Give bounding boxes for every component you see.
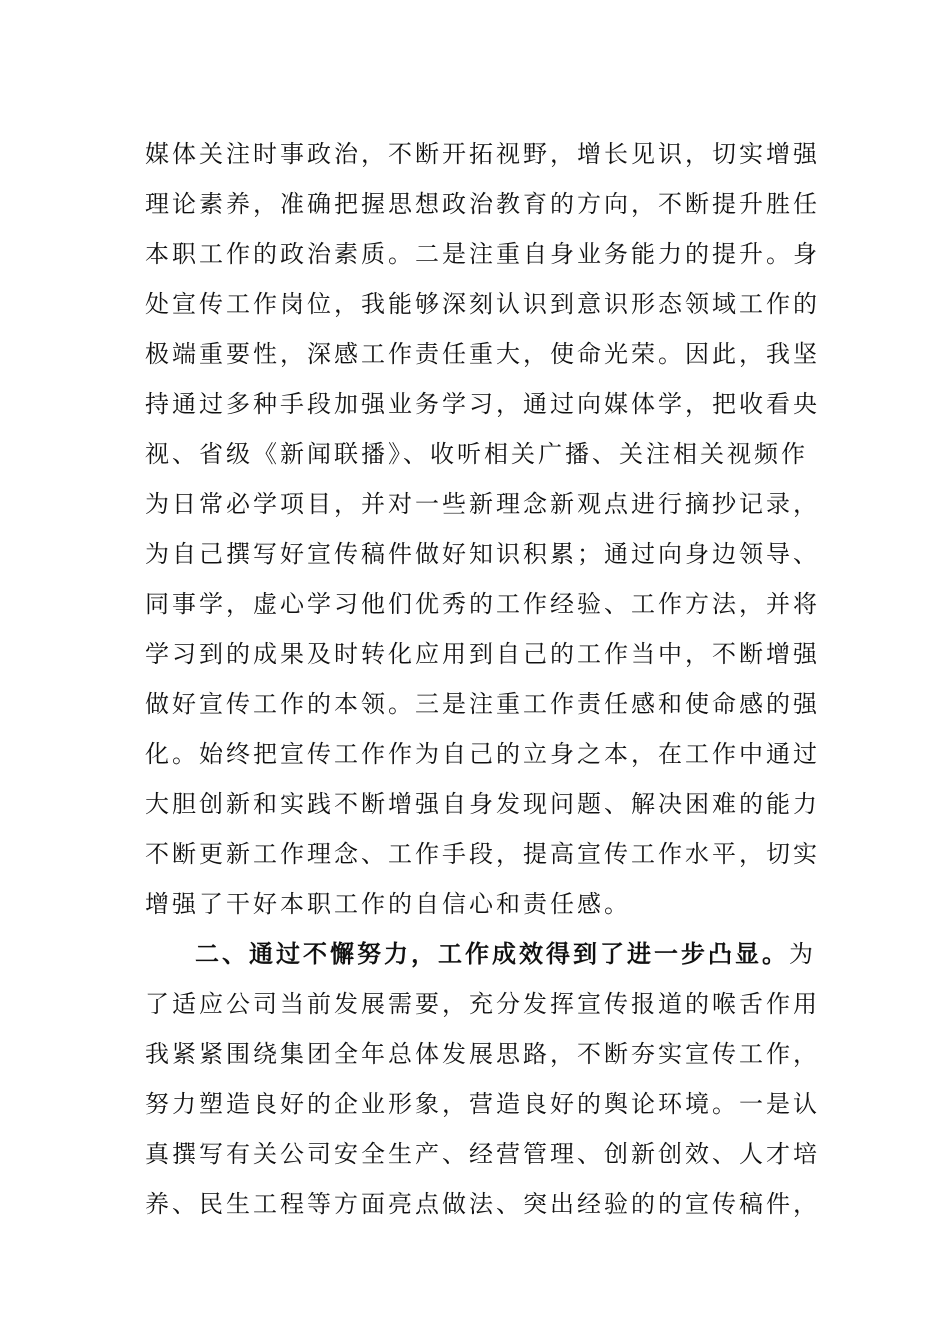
section-heading-line (145, 929, 816, 979)
text-line: 视、省级《新闻联播》、收听相关广播、关注相关视频作 (145, 440, 808, 468)
text-line: 媒体关注时事政治，不断开拓视野，增长见识，切实增强 (145, 140, 820, 168)
text-line: 做好宣传工作的本领。三是注重工作责任感和使命感的强 (145, 690, 820, 718)
text-line: 极端重要性，深感工作责任重大，使命光荣。因此，我坚 (145, 340, 820, 368)
text-line: 同事学，虚心学习他们优秀的工作经验、工作方法，并将 (145, 590, 820, 618)
text-line: 了适应公司当前发展需要，充分发挥宣传报道的喉舌作用 (145, 990, 820, 1018)
section-heading-tail: 为 (789, 940, 816, 968)
text-line: 真撰写有关公司安全生产、经营管理、创新创效、人才培 (145, 1140, 820, 1168)
text-line: 学习到的成果及时转化应用到自己的工作当中，不断增强 (145, 640, 820, 668)
text-line: 化。始终把宣传工作作为自己的立身之本，在工作中通过 (145, 740, 820, 768)
section-heading: 二、通过不懈努力，工作成效得到了进一步凸显。 (195, 939, 789, 968)
body-text (145, 129, 820, 1229)
text-line: 处宣传工作岗位，我能够深刻认识到意识形态领域工作的 (145, 290, 820, 318)
text-line: 增强了干好本职工作的自信心和责任感。 (145, 890, 631, 918)
text-line: 我紧紧围绕集团全年总体发展思路，不断夯实宣传工作， (145, 1040, 820, 1068)
text-line: 本职工作的政治素质。二是注重自身业务能力的提升。身 (145, 240, 820, 268)
text-line: 努力塑造良好的企业形象，营造良好的舆论环境。一是认 (145, 1090, 820, 1118)
text-line: 不断更新工作理念、工作手段，提高宣传工作水平，切实 (145, 840, 820, 868)
text-line: 理论素养，准确把握思想政治教育的方向，不断提升胜任 (145, 190, 820, 218)
text-line: 养、民生工程等方面亮点做法、突出经验的的宣传稿件， (145, 1190, 820, 1218)
text-line: 持通过多种手段加强业务学习，通过向媒体学，把收看央 (145, 390, 820, 418)
text-line: 大胆创新和实践不断增强自身发现问题、解决困难的能力 (145, 790, 820, 818)
text-line: 为自己撰写好宣传稿件做好知识积累；通过向身边领导、 (145, 540, 820, 568)
text-line: 为日常必学项目，并对一些新理念新观点进行摘抄记录， (145, 490, 820, 518)
